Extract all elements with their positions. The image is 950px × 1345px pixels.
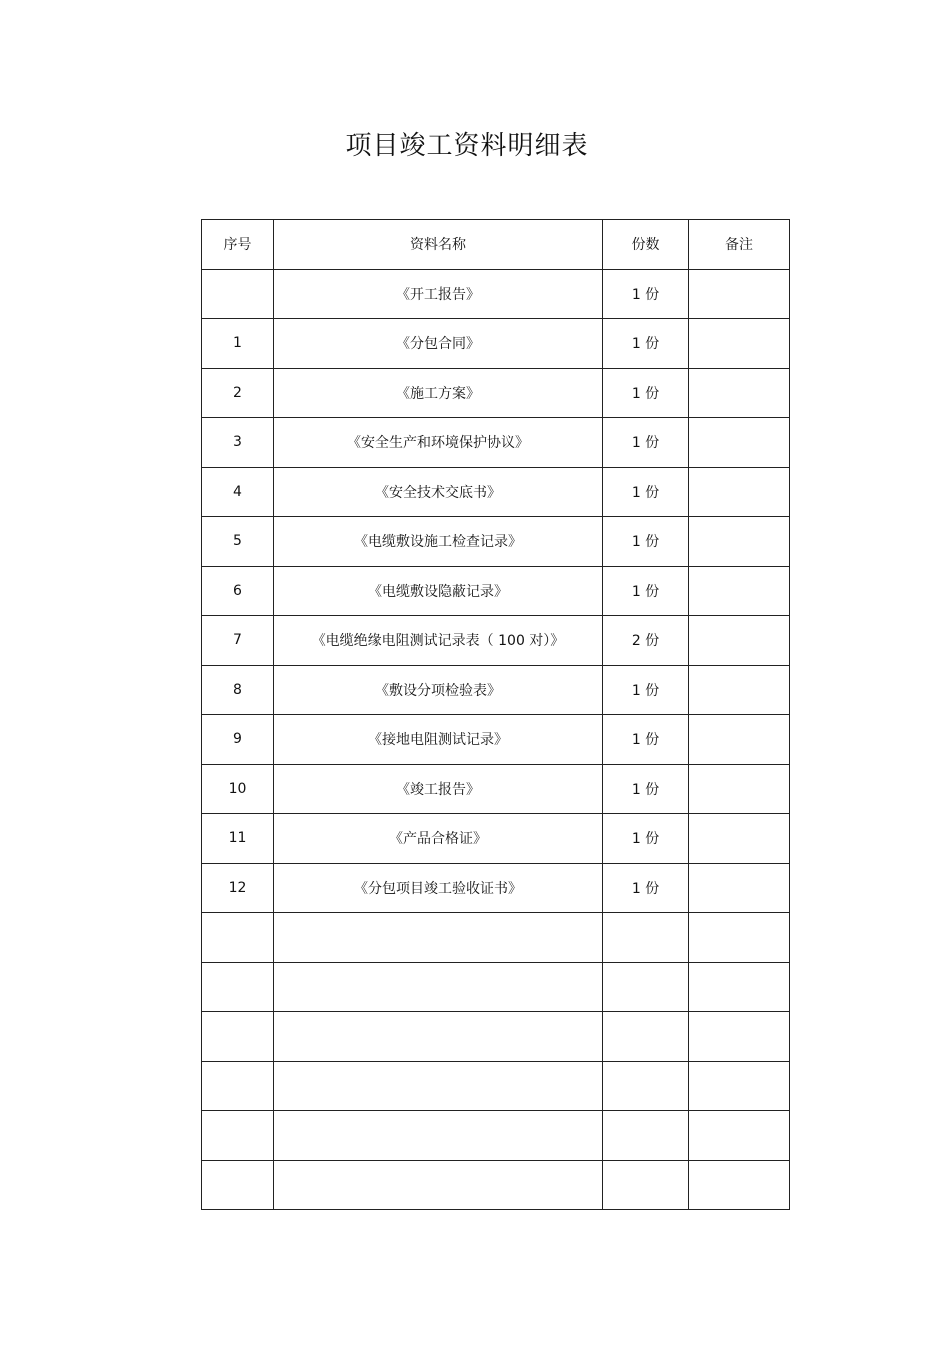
- table-row: [202, 962, 790, 1012]
- cell-note: [689, 269, 790, 319]
- cell-name: [274, 962, 603, 1012]
- cell-seq: [202, 1061, 274, 1111]
- cell-name: [274, 1061, 603, 1111]
- cell-name: 《分包合同》: [274, 319, 603, 369]
- cell-name: 《安全生产和环境保护协议》: [274, 418, 603, 468]
- cell-count: [603, 913, 689, 963]
- cell-seq: [202, 269, 274, 319]
- cell-note: [689, 962, 790, 1012]
- table-row: [202, 814, 790, 864]
- cell-seq: [202, 1160, 274, 1210]
- cell-seq: [202, 913, 274, 963]
- cell-count: 1 份: [603, 814, 689, 864]
- table-row: [202, 616, 790, 666]
- cell-note: [689, 665, 790, 715]
- cell-name: 《产品合格证》: [274, 814, 603, 864]
- cell-note: [689, 616, 790, 666]
- cell-seq: 7: [202, 616, 274, 666]
- cell-note: [689, 467, 790, 517]
- cell-note: [689, 566, 790, 616]
- cell-seq: 3: [202, 418, 274, 468]
- cell-count: 2 份: [603, 616, 689, 666]
- cell-note: [689, 319, 790, 369]
- header-count: 份数: [603, 220, 689, 270]
- cell-count: 1 份: [603, 715, 689, 765]
- header-note: 备注: [689, 220, 790, 270]
- cell-count: 1 份: [603, 566, 689, 616]
- cell-name: 《敷设分项检验表》: [274, 665, 603, 715]
- cell-seq: 8: [202, 665, 274, 715]
- cell-note: [689, 913, 790, 963]
- cell-name: [274, 913, 603, 963]
- header-name: 资料名称: [274, 220, 603, 270]
- cell-count: 1 份: [603, 319, 689, 369]
- cell-seq: [202, 962, 274, 1012]
- cell-count: [603, 1111, 689, 1161]
- cell-name: 《接地电阻测试记录》: [274, 715, 603, 765]
- completion-documents-table: [201, 219, 790, 1210]
- cell-count: 1 份: [603, 269, 689, 319]
- cell-count: 1 份: [603, 418, 689, 468]
- cell-count: 1 份: [603, 517, 689, 567]
- cell-count: [603, 962, 689, 1012]
- cell-seq: 9: [202, 715, 274, 765]
- table-row: [202, 863, 790, 913]
- cell-seq: 2: [202, 368, 274, 418]
- table-row: [202, 1111, 790, 1161]
- cell-count: 1 份: [603, 764, 689, 814]
- cell-note: [689, 1111, 790, 1161]
- cell-count: 1 份: [603, 665, 689, 715]
- cell-name: [274, 1160, 603, 1210]
- cell-seq: [202, 1012, 274, 1062]
- cell-seq: 12: [202, 863, 274, 913]
- cell-note: [689, 368, 790, 418]
- table-row: [202, 1160, 790, 1210]
- table-row: [202, 715, 790, 765]
- cell-note: [689, 1012, 790, 1062]
- table-row: [202, 418, 790, 468]
- table-row: [202, 517, 790, 567]
- cell-name: 《施工方案》: [274, 368, 603, 418]
- header-seq: 序号: [202, 220, 274, 270]
- cell-name: 《安全技术交底书》: [274, 467, 603, 517]
- page-title: 项目竣工资料明细表: [345, 131, 589, 161]
- cell-seq: [202, 1111, 274, 1161]
- cell-name: 《电缆绝缘电阻测试记录表（ 100 对）》: [274, 616, 603, 666]
- table-row: [202, 1061, 790, 1111]
- cell-seq: 5: [202, 517, 274, 567]
- cell-seq: 4: [202, 467, 274, 517]
- table-body: [202, 269, 790, 1210]
- cell-note: [689, 715, 790, 765]
- cell-note: [689, 1160, 790, 1210]
- cell-count: [603, 1160, 689, 1210]
- table-row: [202, 665, 790, 715]
- cell-count: 1 份: [603, 368, 689, 418]
- cell-note: [689, 814, 790, 864]
- cell-note: [689, 863, 790, 913]
- cell-count: [603, 1061, 689, 1111]
- table-row: [202, 1012, 790, 1062]
- cell-count: 1 份: [603, 467, 689, 517]
- cell-name: 《分包项目竣工验收证书》: [274, 863, 603, 913]
- cell-count: 1 份: [603, 863, 689, 913]
- cell-seq: 10: [202, 764, 274, 814]
- table-row: [202, 319, 790, 369]
- cell-name: 《竣工报告》: [274, 764, 603, 814]
- cell-name: [274, 1012, 603, 1062]
- table-row: [202, 566, 790, 616]
- cell-note: [689, 418, 790, 468]
- table-row: [202, 467, 790, 517]
- cell-note: [689, 517, 790, 567]
- cell-name: [274, 1111, 603, 1161]
- table-row: [202, 269, 790, 319]
- cell-note: [689, 764, 790, 814]
- table-row: [202, 764, 790, 814]
- cell-count: [603, 1012, 689, 1062]
- table-row: [202, 368, 790, 418]
- cell-seq: 11: [202, 814, 274, 864]
- cell-name: 《电缆敷设隐蔽记录》: [274, 566, 603, 616]
- cell-name: 《开工报告》: [274, 269, 603, 319]
- cell-seq: 6: [202, 566, 274, 616]
- cell-name: 《电缆敷设施工检查记录》: [274, 517, 603, 567]
- table-row: [202, 913, 790, 963]
- table-header-row: [202, 220, 790, 270]
- cell-note: [689, 1061, 790, 1111]
- cell-seq: 1: [202, 319, 274, 369]
